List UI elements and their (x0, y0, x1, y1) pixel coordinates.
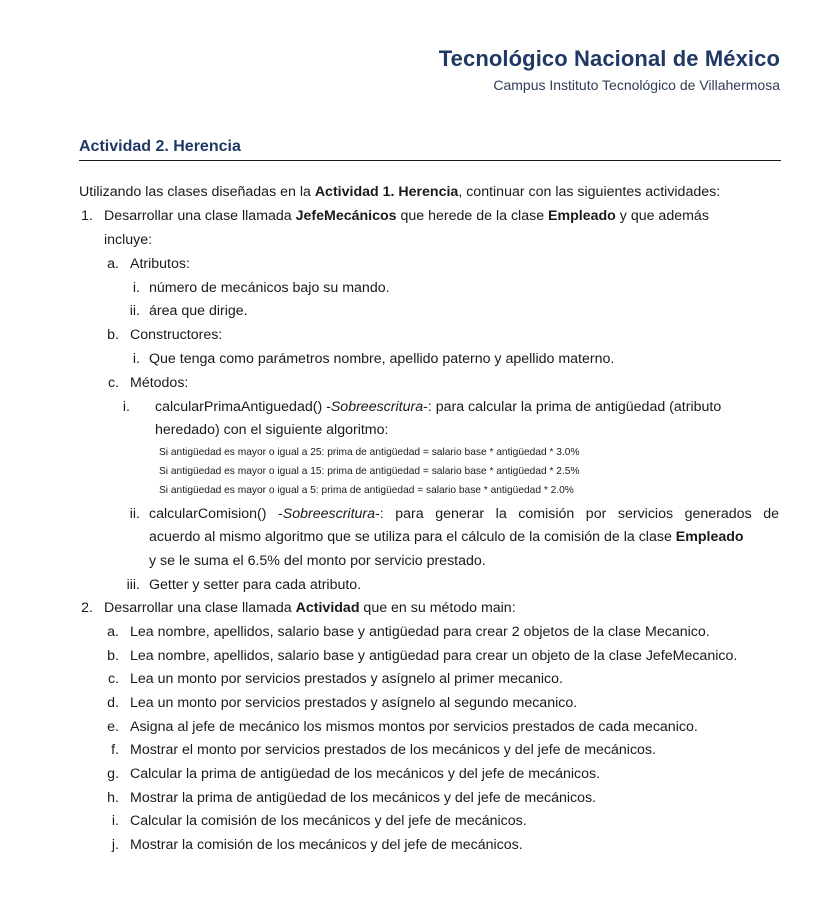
item2j-text: Mostrar la comisión de los mecánicos y del jefe de mecánicos. (130, 837, 523, 853)
item2h-marker: h. (107, 790, 119, 806)
item2b-marker: b. (107, 648, 119, 664)
item1b-label: Constructores: (130, 327, 223, 343)
item1ci-marker: i. (122, 399, 130, 415)
prima-rule-15: Si antigüedad es mayor o igual a 15: prima de antigüedad = salario base * antigüedad * 2.5% (159, 466, 580, 477)
item2j-marker: j. (111, 837, 119, 853)
item1a-marker: a. (107, 256, 119, 272)
institution-name: Tecnológico Nacional de México (438, 46, 780, 71)
item2-line: Desarrollar una clase llamada Actividad que en su método main: (104, 600, 516, 616)
item1aii-marker: ii. (129, 303, 140, 319)
item1cii-line3: y se le suma el 6.5% del monto por servicio prestado. (149, 553, 486, 569)
item2d-text: Lea un monto por servicios prestados y asígnelo al segundo mecanico. (130, 695, 578, 711)
item2c-text: Lea un monto por servicios prestados y asígnelo al primer mecanico. (130, 671, 563, 687)
item1a-label: Atributos: (130, 256, 190, 272)
document-header (439, 46, 780, 93)
item1-line1: Desarrollar una clase llamada JefeMecánicos que herede de la clase Empleado y que además (104, 208, 709, 224)
item1bi-marker: i. (132, 351, 140, 367)
item1ai-marker: i. (132, 280, 140, 296)
item1c-marker: c. (107, 375, 119, 391)
item1ci-line2: heredado) con el siguiente algoritmo: (155, 422, 389, 438)
intro-paragraph: Utilizando las clases diseñadas en la Actividad 1. Herencia, continuar con las siguientes actividades: (79, 184, 721, 200)
item1b-marker: b. (107, 327, 119, 343)
item2g-text: Calcular la prima de antigüedad de los mecánicos y del jefe de mecánicos. (130, 766, 601, 782)
item2a-marker: a. (107, 624, 119, 640)
item1-line2: incluye: (104, 232, 153, 248)
item2c-marker: c. (107, 671, 119, 687)
item2g-marker: g. (107, 766, 119, 782)
item1ci-line1: calcularPrimaAntiguedad() -Sobreescritura-: para calcular la prima de antigüedad (atributo (155, 399, 722, 415)
item1cii-line2: acuerdo al mismo algoritmo que se utiliza para el cálculo de la comisión de la clase Empleado (149, 529, 744, 545)
item2i-marker: i. (111, 813, 119, 829)
item1ciii-marker: iii. (126, 577, 140, 593)
item1aii-text: área que dirige. (149, 303, 248, 319)
item2f-text: Mostrar el monto por servicios prestados de los mecánicos y del jefe de mecánicos. (130, 742, 656, 758)
item1cii-line1: calcularComision() -Sobreescritura-: para generar la comisión por servicios generados de (149, 506, 780, 522)
item1c-label: Métodos: (130, 375, 189, 391)
item1bi-text: Que tenga como parámetros nombre, apellido paterno y apellido materno. (149, 351, 615, 367)
item1ciii-text: Getter y setter para cada atributo. (149, 577, 362, 593)
item1cii-marker: ii. (129, 506, 140, 522)
item2b-text: Lea nombre, apellidos, salario base y antigüedad para crear un objeto de la clase JefeMecanico. (130, 648, 738, 664)
activity-title: Actividad 2. Herencia (79, 138, 781, 161)
campus-name: Campus Instituto Tecnológico de Villahermosa (493, 77, 780, 93)
item2e-text: Asigna al jefe de mecánico los mismos montos por servicios prestados de cada mecanico. (130, 719, 698, 735)
item1-marker: 1. (81, 208, 93, 224)
item2f-marker: f. (111, 742, 119, 758)
item2d-marker: d. (107, 695, 119, 711)
item2a-text: Lea nombre, apellidos, salario base y antigüedad para crear 2 objetos de la clase Mecanico. (130, 624, 710, 640)
item2-marker: 2. (81, 600, 93, 616)
prima-rule-5: Si antigüedad es mayor o igual a 5: prima de antigüedad = salario base * antigüedad * 2.0% (159, 485, 574, 496)
item2e-marker: e. (107, 719, 119, 735)
item2h-text: Mostrar la prima de antigüedad de los mecánicos y del jefe de mecánicos. (130, 790, 597, 806)
prima-rule-25: Si antigüedad es mayor o igual a 25: prima de antigüedad = salario base * antigüedad * 3.0% (159, 447, 580, 458)
item2i-text: Calcular la comisión de los mecánicos y del jefe de mecánicos. (130, 813, 527, 829)
item1ai-text: número de mecánicos bajo su mando. (149, 280, 390, 296)
